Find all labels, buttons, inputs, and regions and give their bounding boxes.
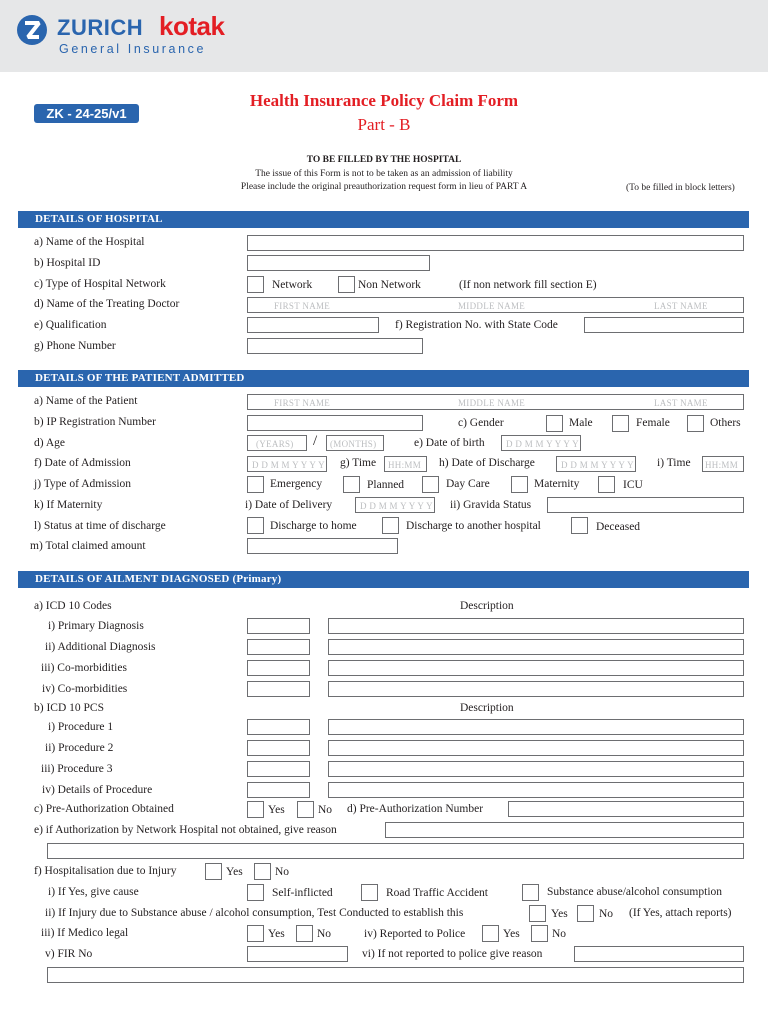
date-delivery-field[interactable] <box>355 497 435 513</box>
label-road-accident: Road Traffic Accident <box>386 887 488 899</box>
form-code-badge: ZK - 24-25/v1 <box>34 104 139 123</box>
procedure-1-code[interactable] <box>247 719 310 735</box>
preauth-no-checkbox[interactable] <box>297 801 314 818</box>
details-procedure-description[interactable] <box>328 782 744 798</box>
patient-name-field[interactable] <box>247 394 744 410</box>
date-discharge-field[interactable] <box>556 456 636 472</box>
label-substance: Substance abuse/alcohol consumption <box>547 886 723 898</box>
label-discharge-another: Discharge to another hospital <box>406 520 541 532</box>
placeholder-date: D D M M Y Y Y Y <box>506 439 579 449</box>
label-phone: g) Phone Number <box>34 340 116 352</box>
label-date-discharge: h) Date of Discharge <box>439 457 535 469</box>
procedure-2-description[interactable] <box>328 740 744 756</box>
label-patient-name: a) Name of the Patient <box>34 395 138 407</box>
gender-male-checkbox[interactable] <box>546 415 563 432</box>
label-yes: Yes <box>268 928 285 940</box>
phone-field[interactable] <box>247 338 423 354</box>
label-description: Description <box>460 702 514 714</box>
placeholder-last-name: LAST NAME <box>654 398 708 408</box>
no-police-reason-field-line2[interactable] <box>47 967 744 983</box>
primary-diagnosis-code[interactable] <box>247 618 310 634</box>
section-hospital-heading: DETAILS OF HOSPITAL <box>18 211 749 228</box>
section-ailment-heading: DETAILS OF AILMENT DIAGNOSED (Primary) <box>18 571 749 588</box>
label-no-police-reason: vi) If not reported to police give reason <box>362 948 543 960</box>
discharge-time-field[interactable] <box>702 456 744 472</box>
label-yes: Yes <box>551 908 568 920</box>
section-patient-heading: DETAILS OF THE PATIENT ADMITTED <box>18 370 749 387</box>
additional-diagnosis-code[interactable] <box>247 639 310 655</box>
placeholder-first-name: FIRST NAME <box>274 398 331 408</box>
injury-no-checkbox[interactable] <box>254 863 271 880</box>
test-yes-checkbox[interactable] <box>529 905 546 922</box>
note-preauth: Please include the original preauthorization request form in lieu of PART A <box>240 182 528 192</box>
zurich-logo-icon <box>16 14 48 46</box>
admission-planned-checkbox[interactable] <box>343 476 360 493</box>
label-primary-diagnosis: i) Primary Diagnosis <box>48 620 144 632</box>
comorbidities-2-description[interactable] <box>328 681 744 697</box>
note-block-letters: (To be filled in block letters) <box>626 183 735 193</box>
doctor-name-field[interactable] <box>247 297 744 313</box>
label-date-delivery: i) Date of Delivery <box>245 499 333 511</box>
procedure-3-code[interactable] <box>247 761 310 777</box>
non-network-note: (If non network fill section E) <box>459 279 597 291</box>
police-yes-checkbox[interactable] <box>482 925 499 942</box>
label-procedure-3: iii) Procedure 3 <box>41 763 113 775</box>
label-yes: Yes <box>503 928 520 940</box>
cause-self-inflicted-checkbox[interactable] <box>247 884 264 901</box>
label-age: d) Age <box>34 437 65 449</box>
date-of-birth-field[interactable] <box>501 435 581 451</box>
label-discharge-time: i) Time <box>657 457 691 469</box>
label-auth-not-obtained: e) if Authorization by Network Hospital not obtained, give reason <box>34 824 337 836</box>
label-additional-diagnosis: ii) Additional Diagnosis <box>45 641 156 653</box>
brand-zurich: ZURICH <box>57 15 144 40</box>
medico-legal-yes-checkbox[interactable] <box>247 925 264 942</box>
placeholder-date: D D M M Y Y Y Y <box>360 501 433 511</box>
details-procedure-code[interactable] <box>247 782 310 798</box>
procedure-1-description[interactable] <box>328 719 744 735</box>
label-icu: ICU <box>623 479 643 491</box>
qualification-field[interactable] <box>247 317 379 333</box>
procedure-3-description[interactable] <box>328 761 744 777</box>
label-comorbidities-2: iv) Co-morbidities <box>42 683 128 695</box>
label-medico-legal: iii) If Medico legal <box>41 927 129 939</box>
label-total-claimed: m) Total claimed amount <box>30 540 146 552</box>
label-self-inflicted: Self-inflicted <box>272 887 333 899</box>
label-deceased: Deceased <box>596 521 641 533</box>
discharge-home-checkbox[interactable] <box>247 517 264 534</box>
label-registration-no: f) Registration No. with State Code <box>395 319 558 331</box>
total-claimed-field[interactable] <box>247 538 398 554</box>
placeholder-last-name: LAST NAME <box>654 301 708 311</box>
label-network-type: c) Type of Hospital Network <box>34 278 166 290</box>
medico-legal-no-checkbox[interactable] <box>296 925 313 942</box>
form-title: Health Insurance Policy Claim Form <box>249 91 519 110</box>
label-gravida: ii) Gravida Status <box>450 499 532 511</box>
police-no-checkbox[interactable] <box>531 925 548 942</box>
label-no: No <box>317 928 332 940</box>
label-procedure-1: i) Procedure 1 <box>48 721 114 733</box>
hospital-id-field[interactable] <box>247 255 430 271</box>
label-yes: Yes <box>226 866 243 878</box>
label-no: No <box>599 908 614 920</box>
label-icd10-codes: a) ICD 10 Codes <box>34 600 112 612</box>
comorbidities-1-description[interactable] <box>328 660 744 676</box>
label-discharge-home: Discharge to home <box>270 520 357 532</box>
placeholder-middle-name: MIDDLE NAME <box>458 301 526 311</box>
comorbidities-1-code[interactable] <box>247 660 310 676</box>
network-checkbox[interactable] <box>247 276 264 293</box>
admission-icu-checkbox[interactable] <box>598 476 615 493</box>
hospital-name-field[interactable] <box>247 235 744 251</box>
label-description: Description <box>460 600 514 612</box>
placeholder-date: D D M M Y Y Y Y <box>561 460 634 470</box>
label-male: Male <box>569 417 593 429</box>
non-network-checkbox[interactable] <box>338 276 355 293</box>
label-no: No <box>275 866 290 878</box>
discharge-another-hospital-checkbox[interactable] <box>382 517 399 534</box>
placeholder-time: HH:MM <box>705 460 739 470</box>
label-comorbidities-1: iii) Co-morbidities <box>41 662 127 674</box>
admission-emergency-checkbox[interactable] <box>247 476 264 493</box>
label-emergency: Emergency <box>270 478 323 490</box>
test-no-checkbox[interactable] <box>577 905 594 922</box>
placeholder-middle-name: MIDDLE NAME <box>458 398 526 408</box>
deceased-checkbox[interactable] <box>571 517 588 534</box>
label-injury: f) Hospitalisation due to Injury <box>34 865 177 877</box>
cause-substance-checkbox[interactable] <box>522 884 539 901</box>
primary-diagnosis-description[interactable] <box>328 618 744 634</box>
label-attach-reports: (If Yes, attach reports) <box>629 907 732 919</box>
brand-kotak: kotak <box>159 11 225 41</box>
admission-maternity-checkbox[interactable] <box>511 476 528 493</box>
label-qualification: e) Qualification <box>34 319 107 331</box>
label-yes: Yes <box>268 804 285 816</box>
label-maternity: Maternity <box>534 478 580 490</box>
label-no: No <box>552 928 567 940</box>
procedure-2-code[interactable] <box>247 740 310 756</box>
date-admission-field[interactable] <box>247 456 327 472</box>
label-reported-police: iv) Reported to Police <box>364 928 466 940</box>
injury-yes-checkbox[interactable] <box>205 863 222 880</box>
age-separator: / <box>313 433 318 449</box>
ip-registration-field[interactable] <box>247 415 423 431</box>
admission-time-field[interactable] <box>384 456 427 472</box>
placeholder-months: (MONTHS) <box>330 439 377 449</box>
label-female: Female <box>636 417 670 429</box>
gravida-field[interactable] <box>547 497 744 513</box>
label-non-network: Non Network <box>358 279 421 291</box>
label-network: Network <box>272 279 313 291</box>
form-part: Part - B <box>357 115 411 134</box>
placeholder-years: (YEARS) <box>256 439 294 449</box>
label-date-admission: f) Date of Admission <box>34 457 131 469</box>
brand-subtitle: General Insurance <box>59 42 207 56</box>
label-daycare: Day Care <box>446 478 490 490</box>
label-admission-time: g) Time <box>340 457 377 469</box>
registration-no-field[interactable] <box>584 317 744 333</box>
label-date-of-birth: e) Date of birth <box>414 437 485 449</box>
age-years-field[interactable] <box>247 435 307 451</box>
placeholder-time: HH:MM <box>388 460 422 470</box>
gender-female-checkbox[interactable] <box>612 415 629 432</box>
label-fir-no: v) FIR No <box>45 948 93 960</box>
label-icd10-pcs: b) ICD 10 PCS <box>34 702 104 714</box>
placeholder-date: D D M M Y Y Y Y <box>252 460 325 470</box>
gender-others-checkbox[interactable] <box>687 415 704 432</box>
label-hospital-id: b) Hospital ID <box>34 257 101 269</box>
preauth-number-field[interactable] <box>508 801 744 817</box>
cause-road-accident-checkbox[interactable] <box>361 884 378 901</box>
auth-reason-field[interactable] <box>385 822 744 838</box>
label-planned: Planned <box>367 479 405 491</box>
label-substance-test: ii) If Injury due to Substance abuse / alcohol consumption, Test Conducted to establish this <box>45 907 464 919</box>
label-preauth-obtained: c) Pre-Authorization Obtained <box>34 803 174 815</box>
additional-diagnosis-description[interactable] <box>328 639 744 655</box>
auth-reason-field-line2[interactable] <box>47 843 744 859</box>
label-ip-registration: b) IP Registration Number <box>34 416 156 428</box>
label-details-procedure: iv) Details of Procedure <box>42 784 153 796</box>
no-police-reason-field[interactable] <box>574 946 744 962</box>
label-gender: c) Gender <box>458 417 504 429</box>
label-discharge-status: l) Status at time of discharge <box>34 520 166 532</box>
label-injury-cause: i) If Yes, give cause <box>48 886 139 898</box>
label-others: Others <box>710 417 741 429</box>
label-treating-doctor: d) Name of the Treating Doctor <box>34 298 180 310</box>
fir-no-field[interactable] <box>247 946 348 962</box>
label-type-admission: j) Type of Admission <box>34 478 132 490</box>
label-procedure-2: ii) Procedure 2 <box>45 742 114 754</box>
label-if-maternity: k) If Maternity <box>34 499 103 511</box>
admission-daycare-checkbox[interactable] <box>422 476 439 493</box>
label-hospital-name: a) Name of the Hospital <box>34 236 145 248</box>
label-no: No <box>318 804 333 816</box>
note-filled-by-hospital: TO BE FILLED BY THE HOSPITAL <box>306 155 462 165</box>
comorbidities-2-code[interactable] <box>247 681 310 697</box>
preauth-yes-checkbox[interactable] <box>247 801 264 818</box>
note-liability: The issue of this Form is not to be taken as an admission of liability <box>255 169 513 179</box>
placeholder-first-name: FIRST NAME <box>274 301 331 311</box>
page-header <box>0 0 768 72</box>
age-months-field[interactable] <box>326 435 384 451</box>
label-preauth-number: d) Pre-Authorization Number <box>347 803 484 815</box>
